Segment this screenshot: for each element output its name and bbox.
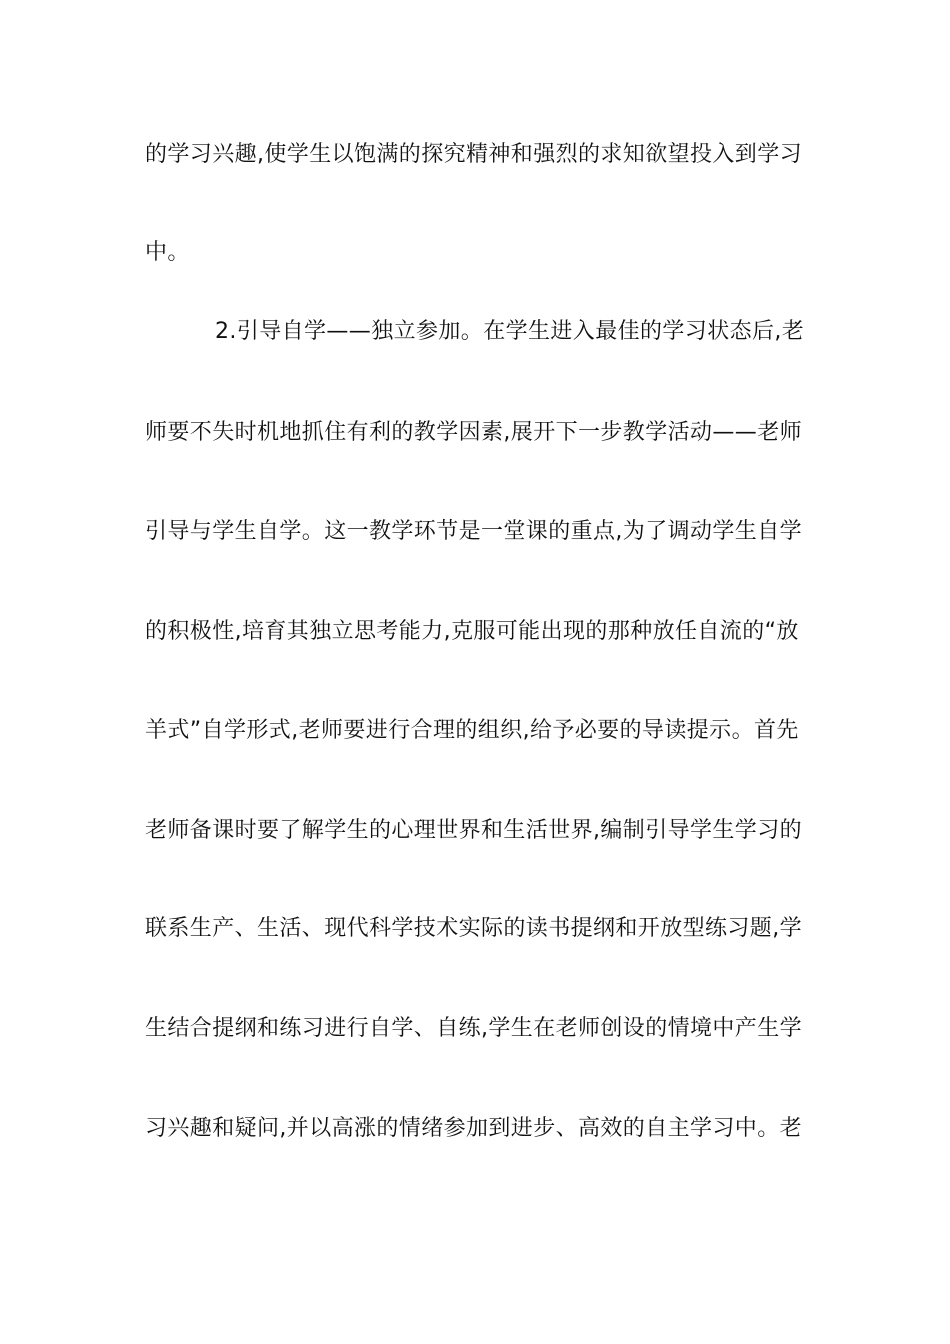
paragraph-line-8: 老师备课时要了解学生的心理世界和生活世界,编制引导学生学习的 xyxy=(145,818,802,843)
paragraph-line-7: 羊式”自学形式,老师要进行合理的组织,给予必要的导读提示。首先 xyxy=(145,718,799,743)
paragraph-line-11: 习兴趣和疑问,并以高涨的情绪参加到进步、高效的自主学习中。老 xyxy=(145,1116,802,1141)
paragraph-line-3: 2.引导自学——独立参加。在学生进入最佳的学习状态后,老 xyxy=(215,319,805,344)
paragraph-line-6: 的积极性,培育其独立思考能力,克服可能出现的那种放任自流的“放 xyxy=(145,619,799,644)
paragraph-line-2: 中。 xyxy=(145,240,190,265)
paragraph-line-4: 师要不失时机地抓住有利的教学因素,展开下一步教学活动——老师 xyxy=(145,420,802,445)
paragraph-line-9: 联系生产、生活、现代科学技术实际的读书提纲和开放型练习题,学 xyxy=(145,916,802,941)
paragraph-line-1: 的学习兴趣,使学生以饱满的探究精神和强烈的求知欲望投入到学习 xyxy=(145,142,802,167)
paragraph-line-5: 引导与学生自学。这一教学环节是一堂课的重点,为了调动学生自学 xyxy=(145,519,802,544)
paragraph-line-10: 生结合提纲和练习进行自学、自练,学生在老师创设的情境中产生学 xyxy=(145,1016,802,1041)
